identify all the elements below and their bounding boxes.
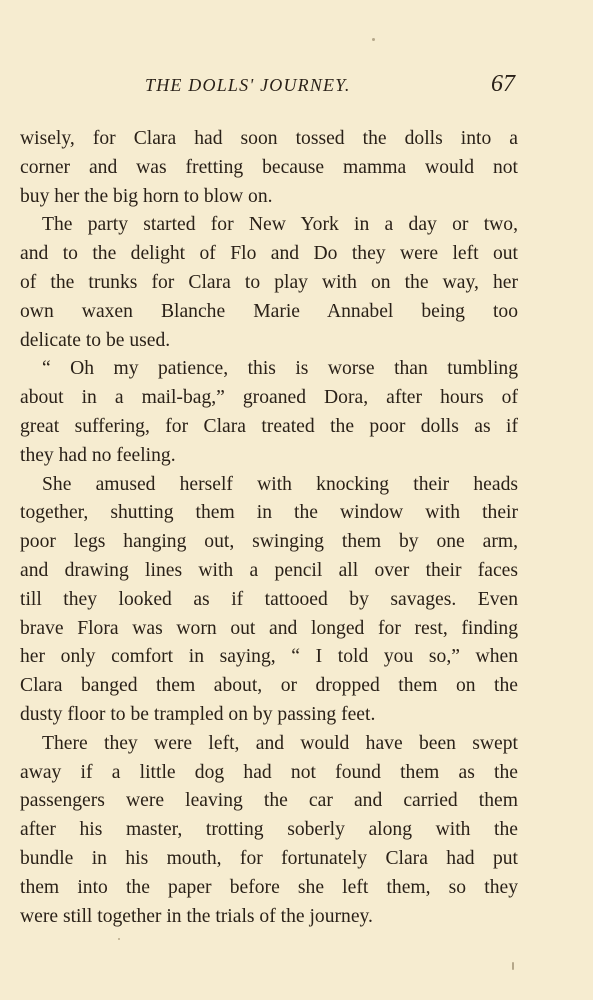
text-line: away if a little dog had not found them as the bbox=[20, 761, 518, 783]
text-line: She amused herself with knocking their heads bbox=[42, 473, 518, 495]
text-line: “ Oh my patience, this is worse than tumbling bbox=[42, 358, 518, 380]
text-line: own waxen Blanche Marie Annabel being too bbox=[20, 300, 518, 322]
text-line: There they were left, and would have been swept bbox=[42, 732, 518, 754]
running-head-title: THE DOLLS' JOURNEY. bbox=[145, 75, 351, 95]
text-line: poor legs hanging out, swinging them by one arm, bbox=[20, 531, 518, 553]
text-line: bundle in his mouth, for fortunately Clara had put bbox=[20, 847, 518, 869]
text-line: till they looked as if tattooed by savages. Even bbox=[20, 588, 518, 610]
paper-speck bbox=[118, 938, 120, 940]
text-line: her only comfort in saying, “ I told you so,” when bbox=[20, 646, 518, 668]
running-head bbox=[0, 73, 593, 103]
text-line: dusty floor to be trampled on by passing feet. bbox=[20, 703, 376, 725]
text-line: wisely, for Clara had soon tossed the dolls into a bbox=[20, 128, 518, 149]
text-line: corner and was fretting because mamma would not bbox=[20, 156, 518, 178]
text-line: of the trunks for Clara to play with on the way, her bbox=[20, 271, 518, 293]
paper-speck bbox=[512, 962, 514, 970]
text-line: they had no feeling. bbox=[20, 444, 176, 466]
text-line: about in a mail-bag,” groaned Dora, after hours of bbox=[20, 387, 518, 409]
body-text bbox=[20, 125, 518, 931]
text-line: together, shutting them in the window with their bbox=[20, 502, 518, 524]
page-number: 67 bbox=[491, 71, 515, 97]
text-line: were still together in the trials of the journey. bbox=[20, 905, 373, 927]
text-line: brave Flora was worn out and longed for rest, finding bbox=[20, 617, 518, 639]
paper-speck bbox=[372, 38, 375, 41]
text-line: and drawing lines with a pencil all over their faces bbox=[20, 559, 518, 581]
text-line: after his master, trotting soberly along with the bbox=[20, 819, 518, 841]
text-line: delicate to be used. bbox=[20, 329, 171, 351]
text-line: great suffering, for Clara treated the poor dolls as if bbox=[20, 415, 518, 437]
text-line: Clara banged them about, or dropped them on the bbox=[20, 675, 518, 697]
text-line: them into the paper before she left them, so they bbox=[20, 876, 518, 898]
text-line: passengers were leaving the car and carried them bbox=[20, 790, 518, 812]
text-line: and to the delight of Flo and Do they were left out bbox=[20, 243, 518, 265]
text-line: The party started for New York in a day or two, bbox=[42, 214, 518, 236]
text-line: buy her the big horn to blow on. bbox=[20, 185, 273, 207]
